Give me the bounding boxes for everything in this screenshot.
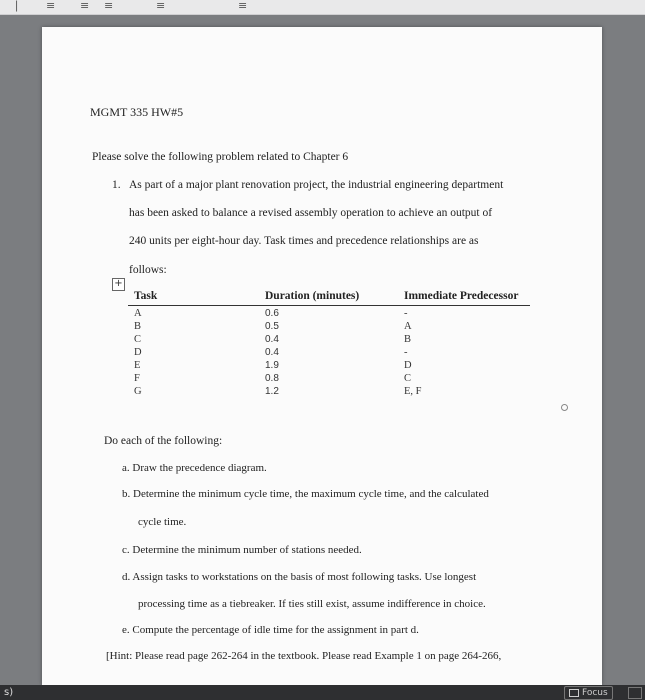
status-bar — [0, 685, 645, 700]
instruction-item: d. Assign tasks to workstations on the basis of most following tasks. Use longest — [122, 571, 477, 583]
toolbar-align-icon[interactable]: ≡ — [46, 0, 56, 12]
toolbar — [0, 0, 645, 15]
instruction-item: a. Draw the precedence diagram. — [122, 462, 267, 474]
question-line: 240 units per eight-hour day. Task times and precedence relationships are as — [129, 235, 479, 247]
instruction-item: cycle time. — [138, 516, 187, 528]
table-header-duration: Duration (minutes) — [265, 290, 360, 302]
duration-cell: 0.4 — [265, 347, 279, 358]
table-header-task: Task — [134, 290, 158, 302]
task-cell: C — [134, 334, 142, 345]
question-number: 1. — [112, 179, 121, 191]
document-title: MGMT 335 HW#5 — [90, 105, 184, 119]
question-line: has been asked to balance a revised assembly operation to achieve an output of — [129, 207, 493, 219]
document-page — [42, 27, 602, 685]
instructions-heading: Do each of the following: — [104, 435, 223, 447]
instruction-item: e. Compute the percentage of idle time for the assignment in part d. — [122, 624, 419, 636]
status-left-mark: s) — [4, 687, 14, 698]
layout-view-icon[interactable] — [628, 687, 642, 699]
duration-cell: 0.8 — [265, 373, 279, 384]
focus-label: Focus — [582, 688, 608, 698]
predecessor-cell: E, F — [404, 386, 422, 397]
intro-text: Please solve the following problem related to Chapter 6 — [92, 151, 349, 163]
focus-button[interactable] — [564, 686, 613, 700]
task-cell: G — [134, 386, 142, 397]
toolbar-box-icon[interactable]: ≡ — [238, 0, 248, 12]
table-row — [128, 307, 530, 320]
duration-cell: 1.9 — [265, 360, 279, 371]
predecessor-cell: B — [404, 334, 412, 345]
toolbar-list-icon[interactable]: ≡ — [156, 0, 166, 12]
task-cell: A — [134, 308, 142, 319]
question-line: As part of a major plant renovation project, the industrial engineering department — [129, 179, 504, 191]
instruction-item: [Hint: Please read page 262-264 in the textbook. Please read Example 1 on page 264-266, — [106, 650, 502, 662]
focus-icon — [569, 689, 579, 697]
anchor-circle-icon — [561, 404, 568, 411]
duration-cell: 0.4 — [265, 334, 279, 345]
predecessor-cell: - — [404, 308, 408, 319]
predecessor-cell: A — [404, 321, 412, 332]
task-cell: D — [134, 347, 142, 358]
predecessor-cell: D — [404, 360, 412, 371]
predecessor-cell: C — [404, 373, 412, 384]
question-line: follows: — [129, 264, 167, 276]
table-move-handle-icon[interactable]: + — [112, 278, 125, 291]
task-cell: F — [134, 373, 140, 384]
task-cell: B — [134, 321, 142, 332]
duration-cell: 1.2 — [265, 386, 279, 397]
table-row — [128, 372, 530, 385]
table-row — [128, 346, 530, 359]
instruction-item: b. Determine the minimum cycle time, the maximum cycle time, and the calculated — [122, 488, 489, 500]
header-rule — [128, 305, 530, 306]
task-cell: E — [134, 360, 141, 371]
toolbar-separator-icon: ❘ — [12, 0, 22, 12]
table-row — [128, 359, 530, 372]
instruction-item: processing time as a tiebreaker. If ties still exist, assume indifference in choice. — [138, 598, 486, 610]
instruction-item: c. Determine the minimum number of stations needed. — [122, 544, 362, 556]
toolbar-align-icon[interactable]: ≡ — [104, 0, 114, 12]
table-header-predecessor: Immediate Predecessor — [404, 290, 519, 302]
table-row — [128, 320, 530, 333]
duration-cell: 0.6 — [265, 308, 279, 319]
duration-cell: 0.5 — [265, 321, 279, 332]
table-row — [128, 333, 530, 346]
table-row — [128, 385, 530, 398]
toolbar-align-icon[interactable]: ≡ — [80, 0, 90, 12]
predecessor-cell: - — [404, 347, 408, 358]
